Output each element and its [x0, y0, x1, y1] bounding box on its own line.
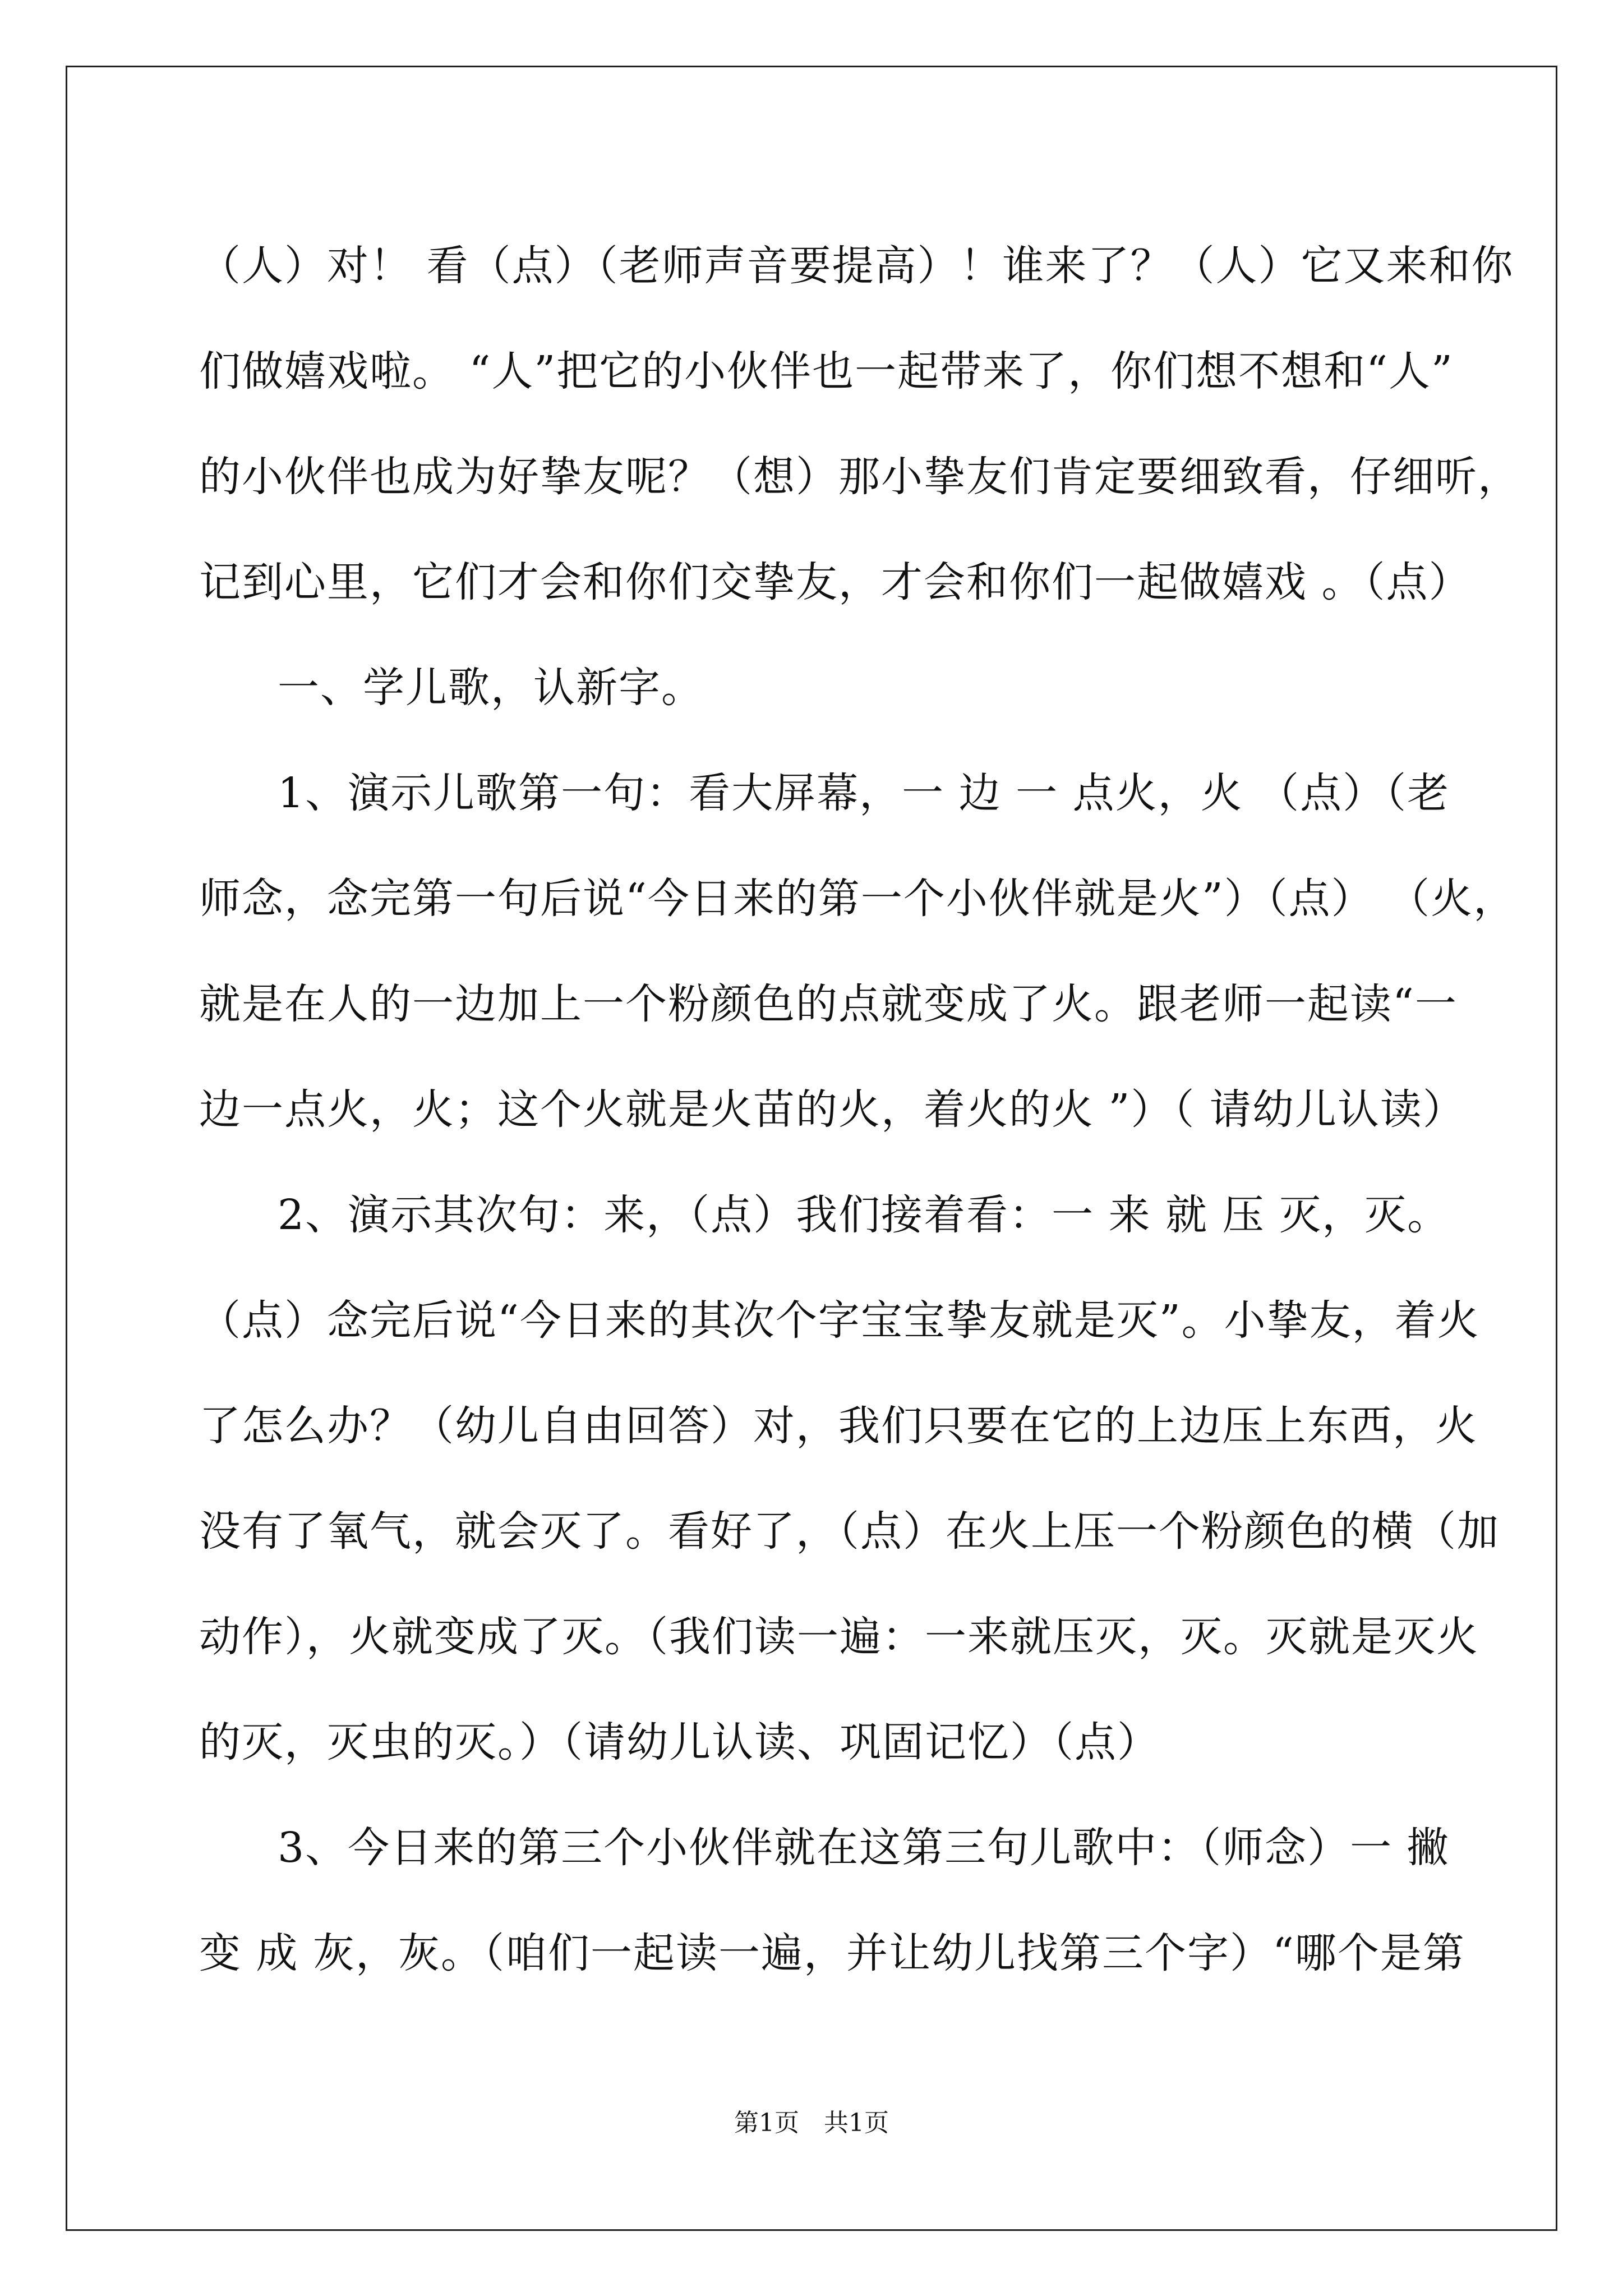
text-line: 1、演示儿歌第一句：看大屏幕，一 边 一 点火，火 （点）（老 — [278, 769, 1450, 817]
text-line: 3、今日来的第三个小伙伴就在这第三句儿歌中：（师念）一 撇 — [278, 1824, 1450, 1872]
text-line: 的灭，灭虫的灭。）（请幼儿认读、巩固记忆）（点） — [199, 1718, 1160, 1766]
section-heading: 一、学儿歌，认新字。 — [278, 664, 704, 712]
text-line: 们做嬉戏啦。 “人”把它的小伙伴也一起带来了，你们想不想和“人” — [199, 347, 1454, 395]
text-line: 2、演示其次句：来，（点）我们接着看：一 来 就 压 灭，灭。 — [278, 1191, 1450, 1239]
text-line: （点）念完后说“今日来的其次个字宝宝挚友就是灭”。小挚友，着火 — [199, 1296, 1480, 1345]
text-line: 的小伙伴也成为好挚友呢？（想）那小挚友们肯定要细致看，仔细听， — [199, 453, 1520, 501]
text-line: （人）对！ 看（点）（老师声音要提高）！谁来了？（人）它又来和你 — [199, 242, 1514, 290]
text-line: 变 成 灰，灰。（咱们一起读一遍，并让幼儿找第三个字）“哪个是第 — [199, 1929, 1465, 1977]
text-line: 边一点火，火；这个火就是火苗的火，着火的火 ”）（ 请幼儿认读） — [199, 1085, 1465, 1134]
text-line: 没有了氧气，就会灭了。看好了，（点）在火上压一个粉颜色的横（加 — [199, 1507, 1500, 1556]
text-line: 了怎么办？（幼儿自由回答）对，我们只要在它的上边压上东西，火 — [199, 1402, 1478, 1450]
text-line: 记到心里，它们才会和你们交挚友，才会和你们一起做嬉戏 。（点） — [199, 558, 1472, 606]
text-line: 动作），火就变成了灭。（我们读一遍：一来就压灭，灭。灭就是灭火 — [199, 1613, 1479, 1661]
text-line: 就是在人的一边加上一个粉颜色的点就变成了火。跟老师一起读“一 — [199, 980, 1458, 1028]
document-body — [199, 213, 1520, 2006]
page-number-footer: 第1页 共1页 — [734, 2109, 889, 2137]
text-line: 师念，念完第一句后说“今日来的第一个小伙伴就是火”）（点） （火， — [199, 875, 1516, 923]
